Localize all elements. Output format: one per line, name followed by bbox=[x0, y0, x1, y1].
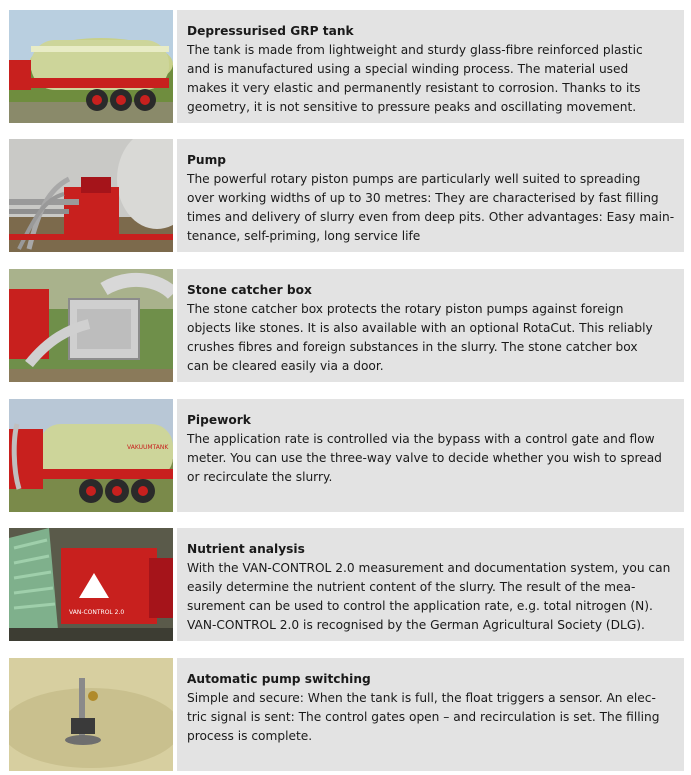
body-line: surement can be used to control the application rate, e.g. total nitrogen (N). bbox=[187, 599, 653, 613]
stone-catcher-panel bbox=[177, 269, 684, 382]
body-line: process is complete. bbox=[187, 729, 313, 743]
pump-switching-photo bbox=[9, 658, 173, 771]
section-body bbox=[187, 300, 674, 376]
pipework-photo bbox=[9, 399, 173, 512]
nutrient-analysis-panel bbox=[177, 528, 684, 641]
body-line: over working widths of up to 30 metres: They are characterised by fast filling bbox=[187, 191, 659, 205]
section-pump bbox=[9, 139, 684, 252]
section-pipework bbox=[9, 399, 684, 512]
body-line: and is manufactured using a special winding process. The material used bbox=[187, 62, 629, 76]
pipework-panel bbox=[177, 399, 684, 512]
section-body bbox=[187, 170, 674, 246]
section-title: Automatic pump switching bbox=[187, 672, 371, 686]
body-line: makes it very elastic and permanently resistant to corrosion. Thanks to its bbox=[187, 81, 641, 95]
body-line: Simple and secure: When the tank is full, the float triggers a sensor. An elec- bbox=[187, 691, 656, 705]
section-title: Stone catcher box bbox=[187, 283, 312, 297]
body-line: easily determine the nutrient content of the slurry. The result of the mea- bbox=[187, 580, 636, 594]
section-title: Nutrient analysis bbox=[187, 542, 305, 556]
section-title: Depressurised GRP tank bbox=[187, 24, 354, 38]
tank-brand-label: VAKUUMTANK bbox=[127, 444, 169, 451]
body-line: times and delivery of slurry even from deep pits. Other advantages: Easy main- bbox=[187, 210, 675, 224]
grp-tank-panel bbox=[177, 10, 684, 123]
body-line: VAN-CONTROL 2.0 is recognised by the German Agricultural Society (DLG). bbox=[187, 618, 645, 632]
section-title: Pump bbox=[187, 153, 227, 167]
stone-catcher-photo bbox=[9, 269, 173, 382]
body-line: meter. You can use the three-way valve to decide whether you wish to spread bbox=[187, 451, 662, 465]
section-body bbox=[187, 41, 674, 117]
body-line: or recirculate the slurry. bbox=[187, 470, 333, 484]
section-grp-tank bbox=[9, 10, 684, 123]
body-line: tenance, self-priming, long service life bbox=[187, 229, 421, 243]
body-line: crushes fibres and foreign substances in the slurry. The stone catcher box bbox=[187, 340, 638, 354]
device-label: VAN-CONTROL 2.0 bbox=[69, 609, 125, 616]
body-line: With the VAN-CONTROL 2.0 measurement and documentation system, you can bbox=[187, 561, 671, 575]
body-line: can be cleared easily via a door. bbox=[187, 359, 384, 373]
pump-switching-panel bbox=[177, 658, 684, 771]
body-line: The application rate is controlled via the bypass with a control gate and flow bbox=[187, 432, 655, 446]
body-line: The stone catcher box protects the rotary piston pumps against foreign bbox=[187, 302, 624, 316]
grp-tank-photo bbox=[9, 10, 173, 123]
section-body bbox=[187, 689, 674, 746]
body-line: objects like stones. It is also available with an optional RotaCut. This reliably bbox=[187, 321, 653, 335]
section-stone-catcher bbox=[9, 269, 684, 382]
section-nutrient-analysis bbox=[9, 528, 684, 641]
body-line: The powerful rotary piston pumps are particularly well suited to spreading bbox=[187, 172, 641, 186]
body-line: tric signal is sent: The control gates open – and recirculation is set. The filling bbox=[187, 710, 660, 724]
section-body bbox=[187, 559, 674, 635]
nutrient-analysis-photo bbox=[9, 528, 173, 641]
body-line: geometry, it is not sensitive to pressure peaks and oscillating movement. bbox=[187, 100, 637, 114]
section-automatic-pump-switching bbox=[9, 658, 684, 771]
pump-panel bbox=[177, 139, 684, 252]
body-line: The tank is made from lightweight and sturdy glass-fibre reinforced plastic bbox=[187, 43, 643, 57]
section-title: Pipework bbox=[187, 413, 251, 427]
section-body bbox=[187, 430, 674, 487]
pump-photo bbox=[9, 139, 173, 252]
